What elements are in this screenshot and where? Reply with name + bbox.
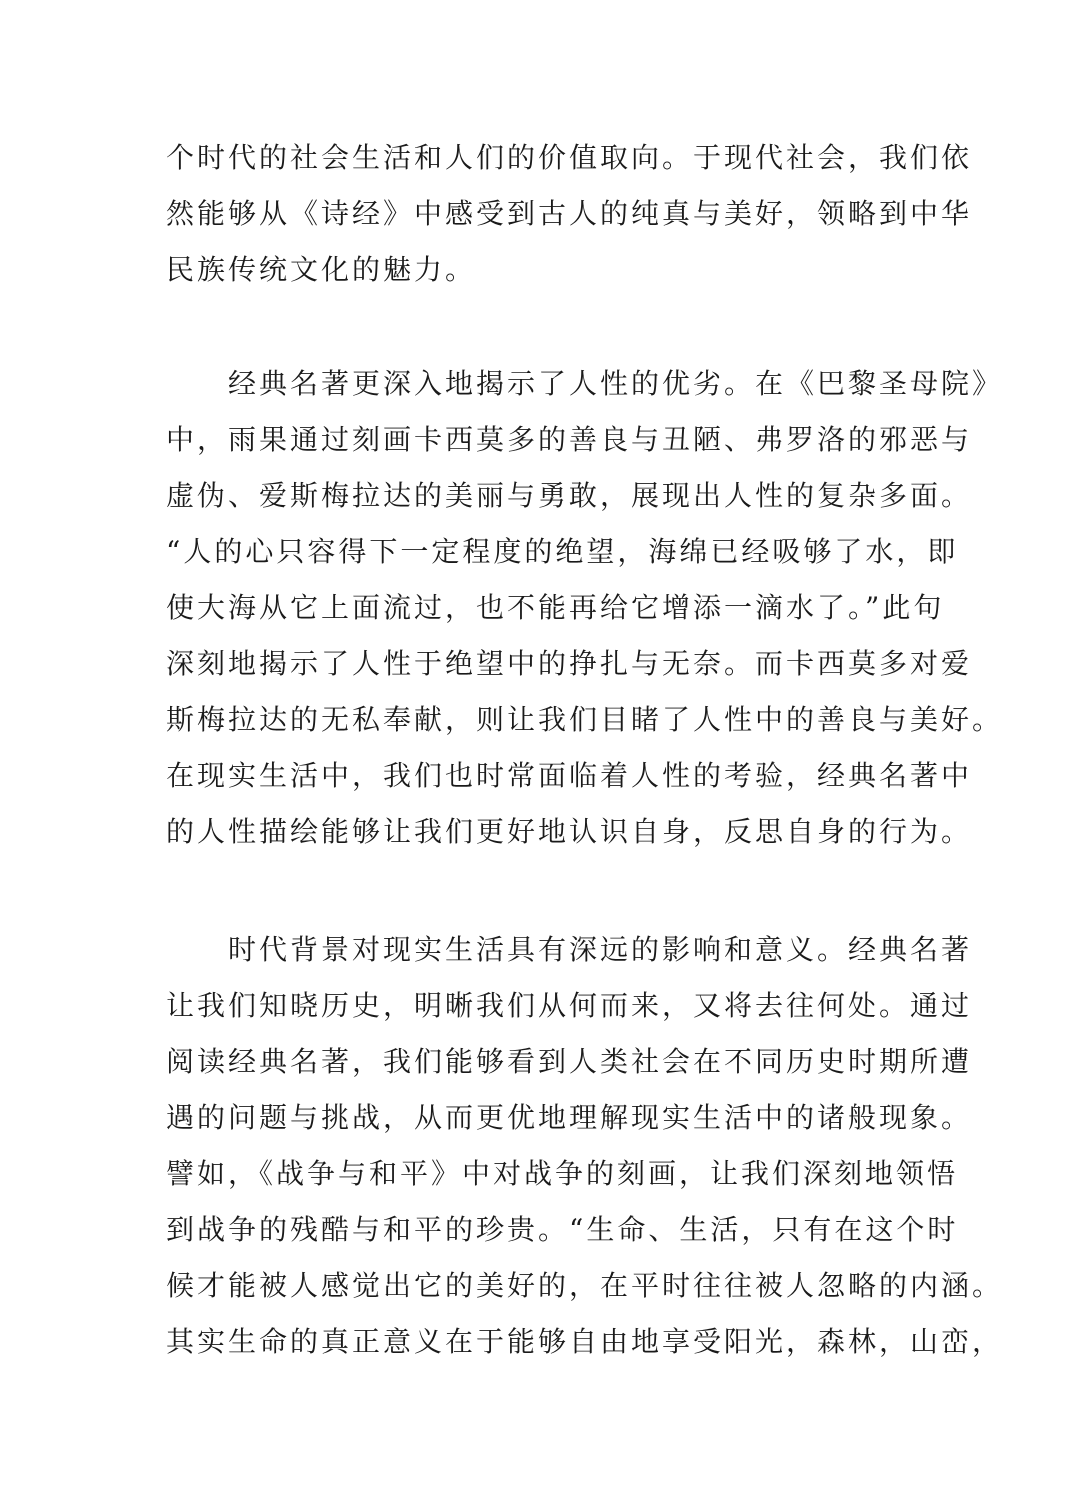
text-line: 时代背景对现实生活具有深远的影响和意义。经典名著 [166,933,973,966]
text-line: 譬如，《战争与和平》中对战争的刻画，让我们深刻地领悟 [166,1157,959,1190]
text-line: 让我们知晓历史，明晰我们从何而来，又将去往何处。通过 [166,989,973,1022]
paragraph-3 [166,922,1004,1370]
text-line: 阅读经典名著，我们能够看到人类社会在不同历史时期所遭 [166,1045,973,1078]
text-line: 候才能被人感觉出它的美好的，在平时往往被人忽略的内涵。 [166,1269,1004,1302]
text-line: 使大海从它上面流过，也不能再给它增添一滴水了。”此句 [166,591,945,624]
text-line: 遇的问题与挑战，从而更优地理解现实生活中的诸般现象。 [166,1101,973,1134]
text-line: 到战争的残酷与和平的珍贵。“生命、生活，只有在这个时 [166,1213,959,1246]
text-line: 其实生命的真正意义在于能够自由地享受阳光，森林，山峦， [166,1325,1004,1358]
text-line: 在现实生活中，我们也时常面临着人性的考验，经典名著中 [166,759,973,792]
text-line: “人的心只容得下一定程度的绝望，海绵已经吸够了水，即 [166,535,959,568]
text-line: 然能够从《诗经》中感受到古人的纯真与美好，领略到中华 [166,197,973,230]
text-line: 中，雨果通过刻画卡西莫多的善良与丑陋、弗罗洛的邪恶与 [166,423,973,456]
text-line: 虚伪、爱斯梅拉达的美丽与勇敢，展现出人性的复杂多面。 [166,479,973,512]
text-line: 斯梅拉达的无私奉献，则让我们目睹了人性中的善良与美好。 [166,703,1004,736]
text-line: 个时代的社会生活和人们的价值取向。于现代社会，我们依 [166,141,973,174]
text-line: 经典名著更深入地揭示了人性的优劣。在《巴黎圣母院》 [166,367,1004,400]
paragraph-1 [166,130,973,298]
paragraph-2 [166,356,1004,860]
text-line: 民族传统文化的魅力。 [166,253,477,286]
text-line: 的人性描绘能够让我们更好地认识自身，反思自身的行为。 [166,815,973,848]
text-line: 深刻地揭示了人性于绝望中的挣扎与无奈。而卡西莫多对爱 [166,647,973,680]
